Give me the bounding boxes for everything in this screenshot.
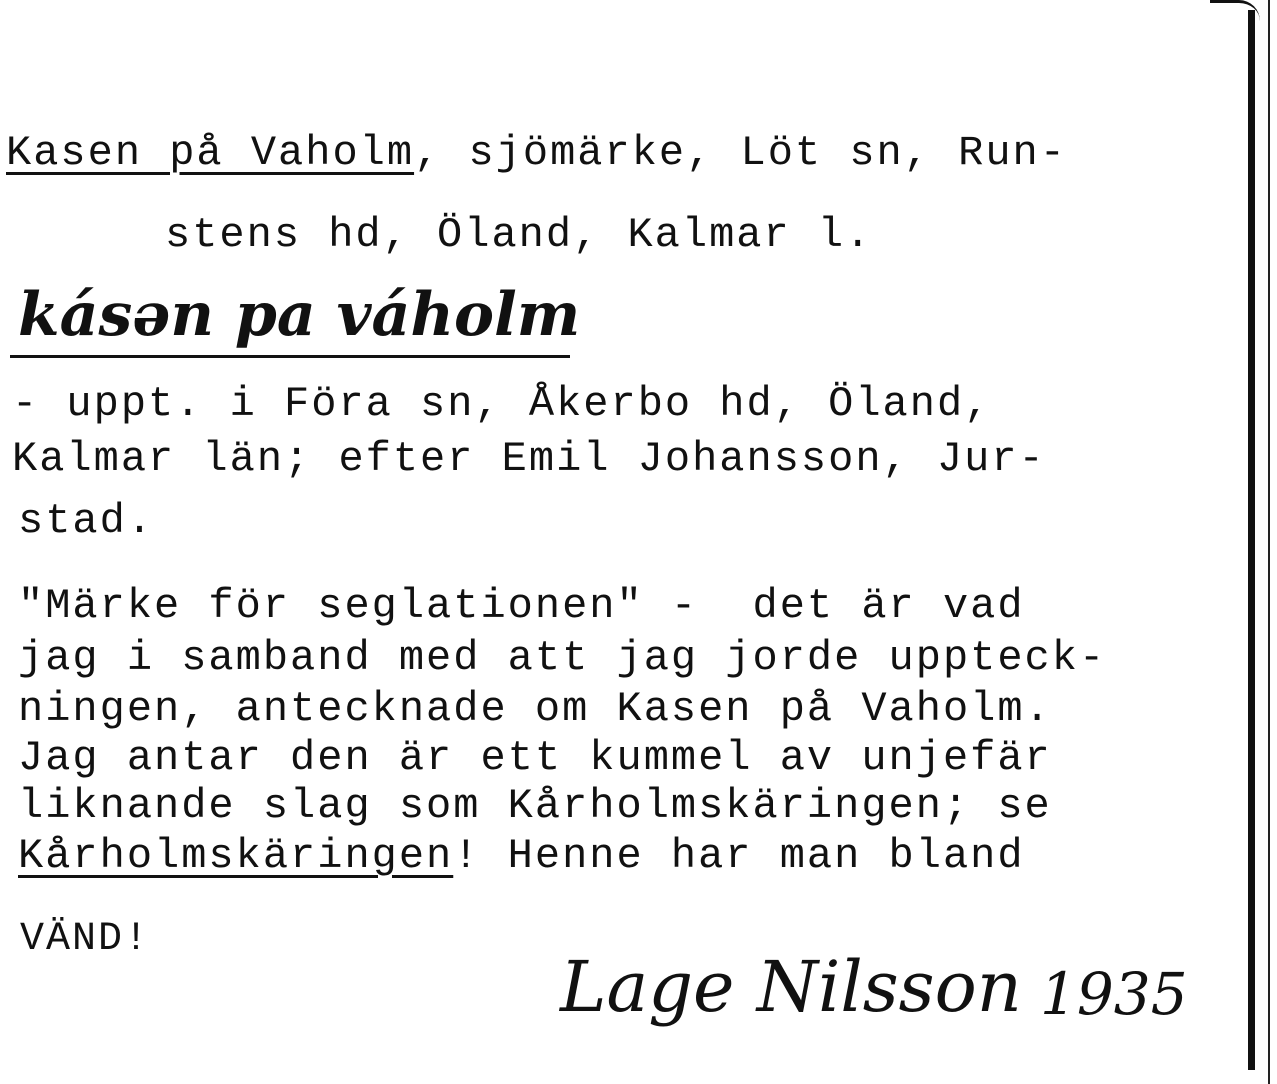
turn-note: VÄND! — [20, 917, 151, 962]
heading-line-1 — [6, 129, 1067, 177]
handwritten-underline — [10, 355, 570, 358]
handwritten-pronunciation: kásǝn pa váholm — [18, 280, 581, 350]
heading-line-2: stens hd, Öland, Kalmar l. — [165, 211, 873, 259]
body-line-3: ningen, antecknade om Kasen på Vaholm. — [18, 685, 1052, 733]
source-line-1: - uppt. i Föra sn, Åkerbo hd, Öland, — [12, 380, 992, 428]
body-line-2: jag i samband med att jag jorde uppteck- — [18, 634, 1107, 682]
body-line-4: Jag antar den är ett kummel av unjefär — [18, 734, 1052, 782]
heading-description: , sjömärke, Löt sn, Run- — [414, 129, 1067, 177]
cross-reference: Kårholmskäringen — [18, 832, 454, 880]
place-name: Kasen på Vaholm — [6, 129, 415, 177]
body-line-6 — [18, 832, 1025, 880]
signature-year: 1935 — [1040, 960, 1188, 1028]
card-edge-line — [1268, 0, 1270, 1084]
body-line-1: "Märke för seglationen" - det är vad — [18, 582, 1025, 630]
body-line-5: liknande slag som Kårholmskäringen; se — [18, 782, 1052, 830]
signature: Lage Nilsson — [560, 946, 1022, 1028]
source-line-3: stad. — [18, 497, 155, 545]
source-line-2: Kalmar län; efter Emil Johansson, Jur- — [12, 435, 1046, 483]
body-line-6-rest: ! Henne har man bland — [453, 832, 1025, 880]
card-edge-shadow — [1248, 10, 1255, 1070]
